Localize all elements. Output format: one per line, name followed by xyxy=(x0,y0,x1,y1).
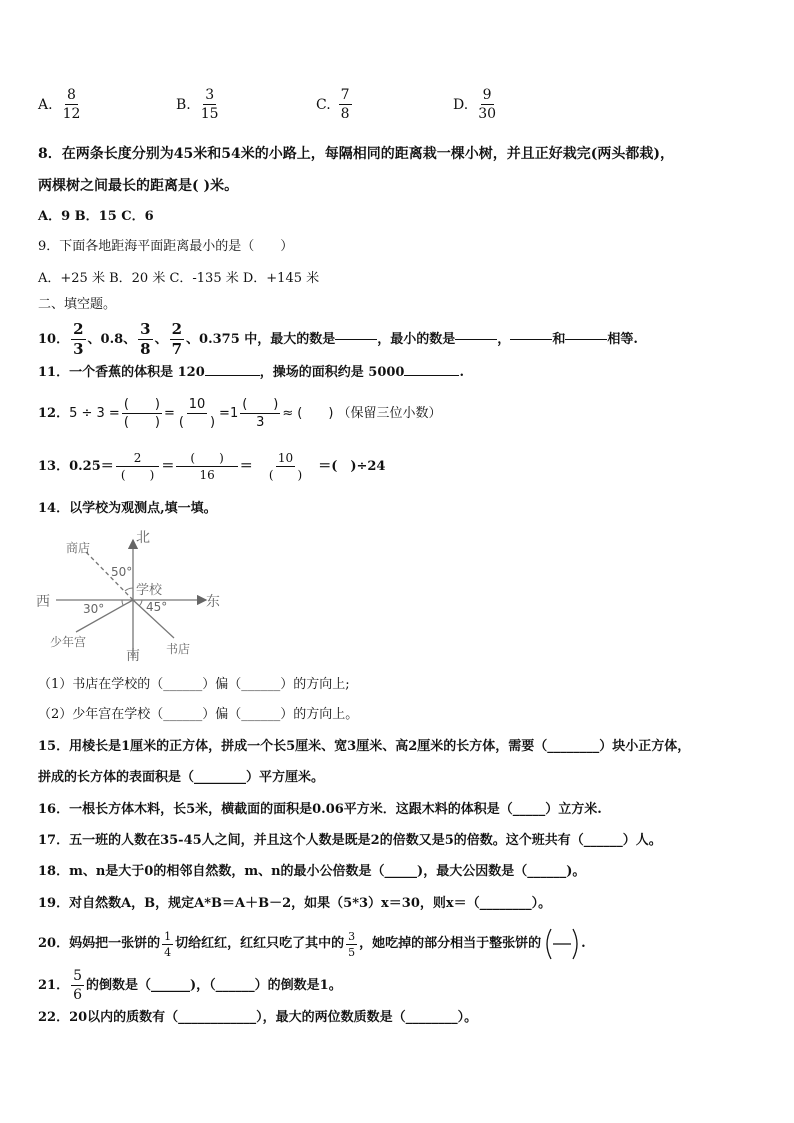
question-14-sub2: （2）少年宫在学校（______）偏（______）的方向上。 xyxy=(38,707,359,722)
option-a[interactable] xyxy=(38,88,84,121)
west-label: 西 xyxy=(36,594,50,610)
fraction[interactable]: $\frac{( )}{( )}$ xyxy=(123,397,160,430)
answer-blank[interactable]: ( ) xyxy=(297,405,334,421)
question-22: 22．20以内的质数有（____________），最大的两位数质数是（________）。 xyxy=(38,1010,478,1025)
fraction: $\frac{3}{15}$ xyxy=(200,87,219,122)
angle-45: 45° xyxy=(146,600,168,614)
east-label: 东 xyxy=(206,594,220,610)
fraction[interactable]: $\frac{2}{( )}$ xyxy=(116,452,160,481)
fraction[interactable]: $\frac{10}{( )}$ xyxy=(268,451,303,482)
fraction: $\frac{3}{8}$ xyxy=(140,320,151,358)
question-8-options: A．9 B．15 C．6 xyxy=(38,209,154,224)
option-label: D. xyxy=(453,96,469,113)
question-21: 21． $\frac{5}{6}$ 的倒数是（______)，（______）的倒数是1。 xyxy=(38,968,342,1003)
fraction: $\frac{9}{30}$ xyxy=(478,87,497,122)
question-20: 20．妈妈把一张饼的 $\frac{1}{4}$ 切给红红，红红只吃了其中的 $\frac{3}{5}$ ，她吃掉的部分相当于整张饼的 . xyxy=(38,927,586,961)
answer-blank[interactable] xyxy=(335,339,377,340)
angle-30: 30° xyxy=(83,602,105,616)
question-11: 11．一个香蕉的体积是 120 ，操场的面积约是 5000 . xyxy=(38,365,465,380)
option-d[interactable] xyxy=(453,88,500,121)
question-9-options: A．+25 米 B．20 米 C．-135 米 D．+145 米 xyxy=(38,271,320,286)
fraction: $\frac{2}{3}$ xyxy=(73,320,84,358)
option-label: B. xyxy=(176,96,191,113)
answer-blank[interactable] xyxy=(404,375,459,376)
option-c[interactable] xyxy=(316,88,354,121)
section-title: 二、填空题。 xyxy=(38,297,117,312)
fraction: $\frac{1}{4}$ xyxy=(164,929,172,959)
question-8-line1: 8．在两条长度分别为45米和54米的小路上，每隔相同的距离栽一棵小树，并且正好栽完(两头都栽)， xyxy=(38,146,674,162)
fraction[interactable]: $\frac{10}{( )}$ xyxy=(178,397,216,430)
answer-blank[interactable] xyxy=(205,375,260,376)
fraction: $\frac{8}{12}$ xyxy=(62,87,81,122)
option-label: A. xyxy=(38,96,53,113)
fraction: $\frac{2}{7}$ xyxy=(171,320,183,358)
question-14-sub1: （1）书店在学校的（______）偏（______）的方向上; xyxy=(38,677,350,692)
north-label: 北 xyxy=(136,530,150,546)
question-17: 17．五一班的人数在35-45人之间，并且这个人数是既是2的倍数又是5的倍数。这个班共有（______）人。 xyxy=(38,833,662,848)
question-15-line2: 拼成的长方体的表面积是（________）平方厘米。 xyxy=(38,770,325,785)
answer-fraction-blank[interactable] xyxy=(543,927,581,961)
fraction[interactable]: $\frac{( )}{3}$ xyxy=(242,397,279,430)
fraction: $\frac{3}{5}$ xyxy=(348,929,356,959)
question-12: 12． 5 ÷ 3 = $\frac{( )}{( )}$ = $\frac{10}{( )}$ = 1 $\frac{( )}{3}$ ≈ ( ) （保留三位小数） xyxy=(38,397,442,430)
question-8-line2: 两棵树之间最长的距离是( )米。 xyxy=(38,178,239,194)
shop-label: 商店 xyxy=(66,541,91,555)
youth-palace-label: 少年宫 xyxy=(50,635,87,649)
fraction[interactable]: $\frac{( )}{16}$ xyxy=(176,452,237,481)
question-10: 10． $\frac{2}{3}$ 、0.8、 $\frac{3}{8}$ 、 $\frac{2}{7}$ 、0.375 中，最大的数是 ，最小的数是 ， 和 相等. xyxy=(38,320,638,358)
question-14: 14．以学校为观测点,填一填。 xyxy=(38,501,217,516)
option-label: C. xyxy=(316,96,331,113)
answer-blank[interactable] xyxy=(510,339,552,340)
option-b[interactable] xyxy=(176,88,223,121)
angle-50: 50° xyxy=(111,565,133,579)
direction-diagram xyxy=(36,530,236,665)
question-18: 18．m、n是大于0的相邻自然数，m、n的最小公倍数是（_____)，最大公因数是（______)。 xyxy=(38,864,586,879)
question-9: 9．下面各地距海平面距离最小的是（ ） xyxy=(38,239,294,254)
question-15-line1: 15．用棱长是1厘米的正方体，拼成一个长5厘米、宽3厘米、高2厘米的长方体，需要（________）块小正方体， xyxy=(38,739,691,754)
answer-blank[interactable] xyxy=(565,339,607,340)
answer-blank[interactable] xyxy=(455,339,497,340)
question-19: 19．对自然数A，B，规定A*B＝A＋B－2，如果（5*3）x＝30，则x＝（________）。 xyxy=(38,896,552,911)
bookstore-label: 书店 xyxy=(166,642,191,656)
question-13: 13．0.25＝ $\frac{2}{( )}$ ＝ $\frac{( )}{16}$ ＝ $\frac{10}{( )}$ ＝( )÷24 xyxy=(38,451,386,482)
question-16: 16．一根长方体木料，长5米，横截面的面积是0.06平方米．这跟木料的体积是（_____）立方米. xyxy=(38,802,602,817)
fraction: $\frac{5}{6}$ xyxy=(73,968,83,1003)
fraction: $\frac{7}{8}$ xyxy=(340,87,350,122)
school-label: 学校 xyxy=(136,583,163,598)
south-label: 南 xyxy=(126,648,140,664)
